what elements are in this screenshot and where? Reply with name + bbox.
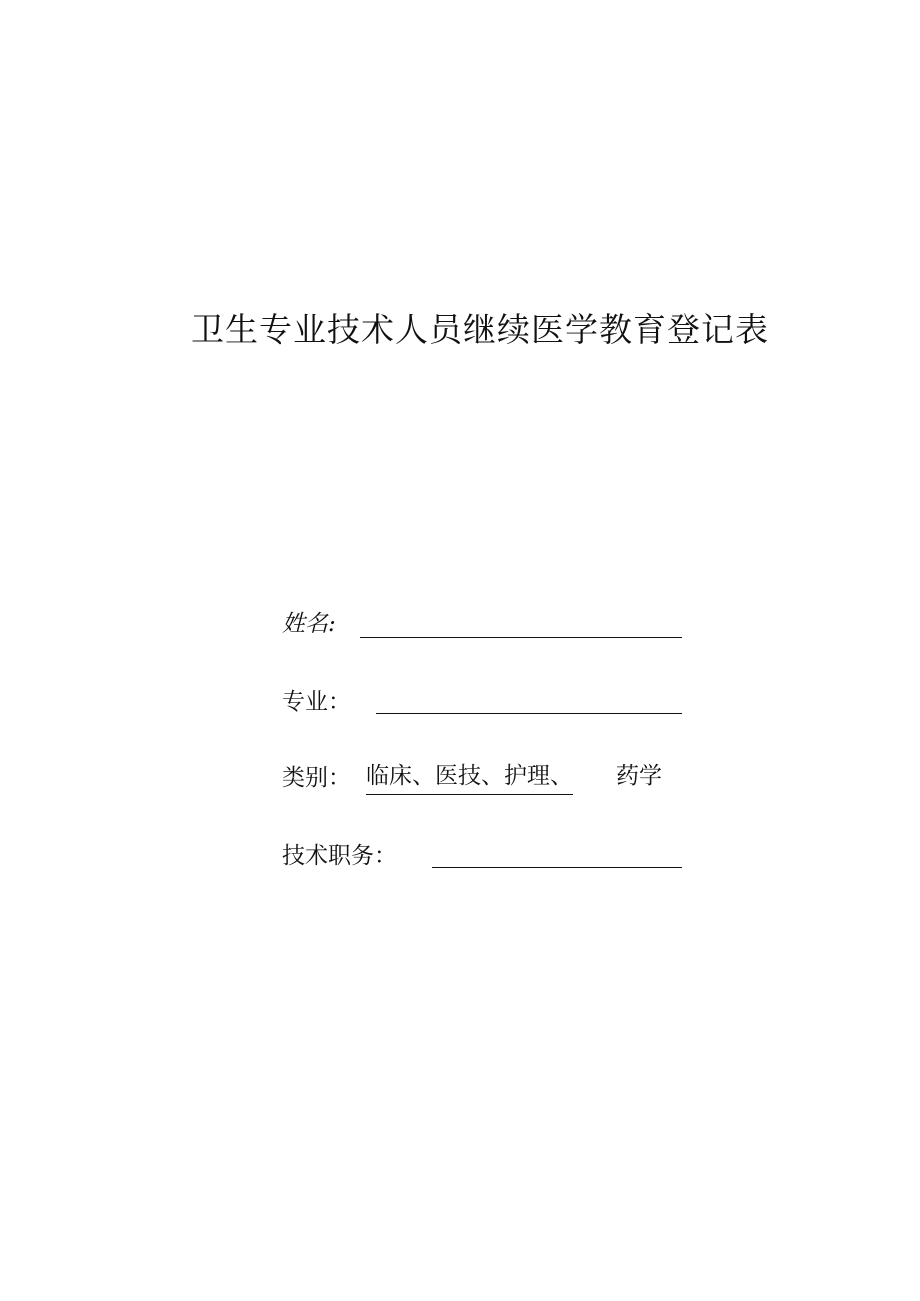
document-title [0,306,920,354]
major-blank-line[interactable] [376,713,682,714]
name-blank-line[interactable] [360,637,682,638]
category-option-pharmacy[interactable]: 药学 [616,763,662,789]
category-label: 类别： [282,765,351,791]
name-label: 姓名: [282,611,336,637]
job-title-blank-line[interactable] [432,867,682,868]
job-title-label: 技术职务： [282,843,397,869]
major-label: 专业： [282,689,351,715]
document-title-text: 卫生专业技术人员继续医学教育登记表 [191,310,769,349]
category-options-underlined[interactable]: 临床、医技、护理、 [366,758,573,795]
